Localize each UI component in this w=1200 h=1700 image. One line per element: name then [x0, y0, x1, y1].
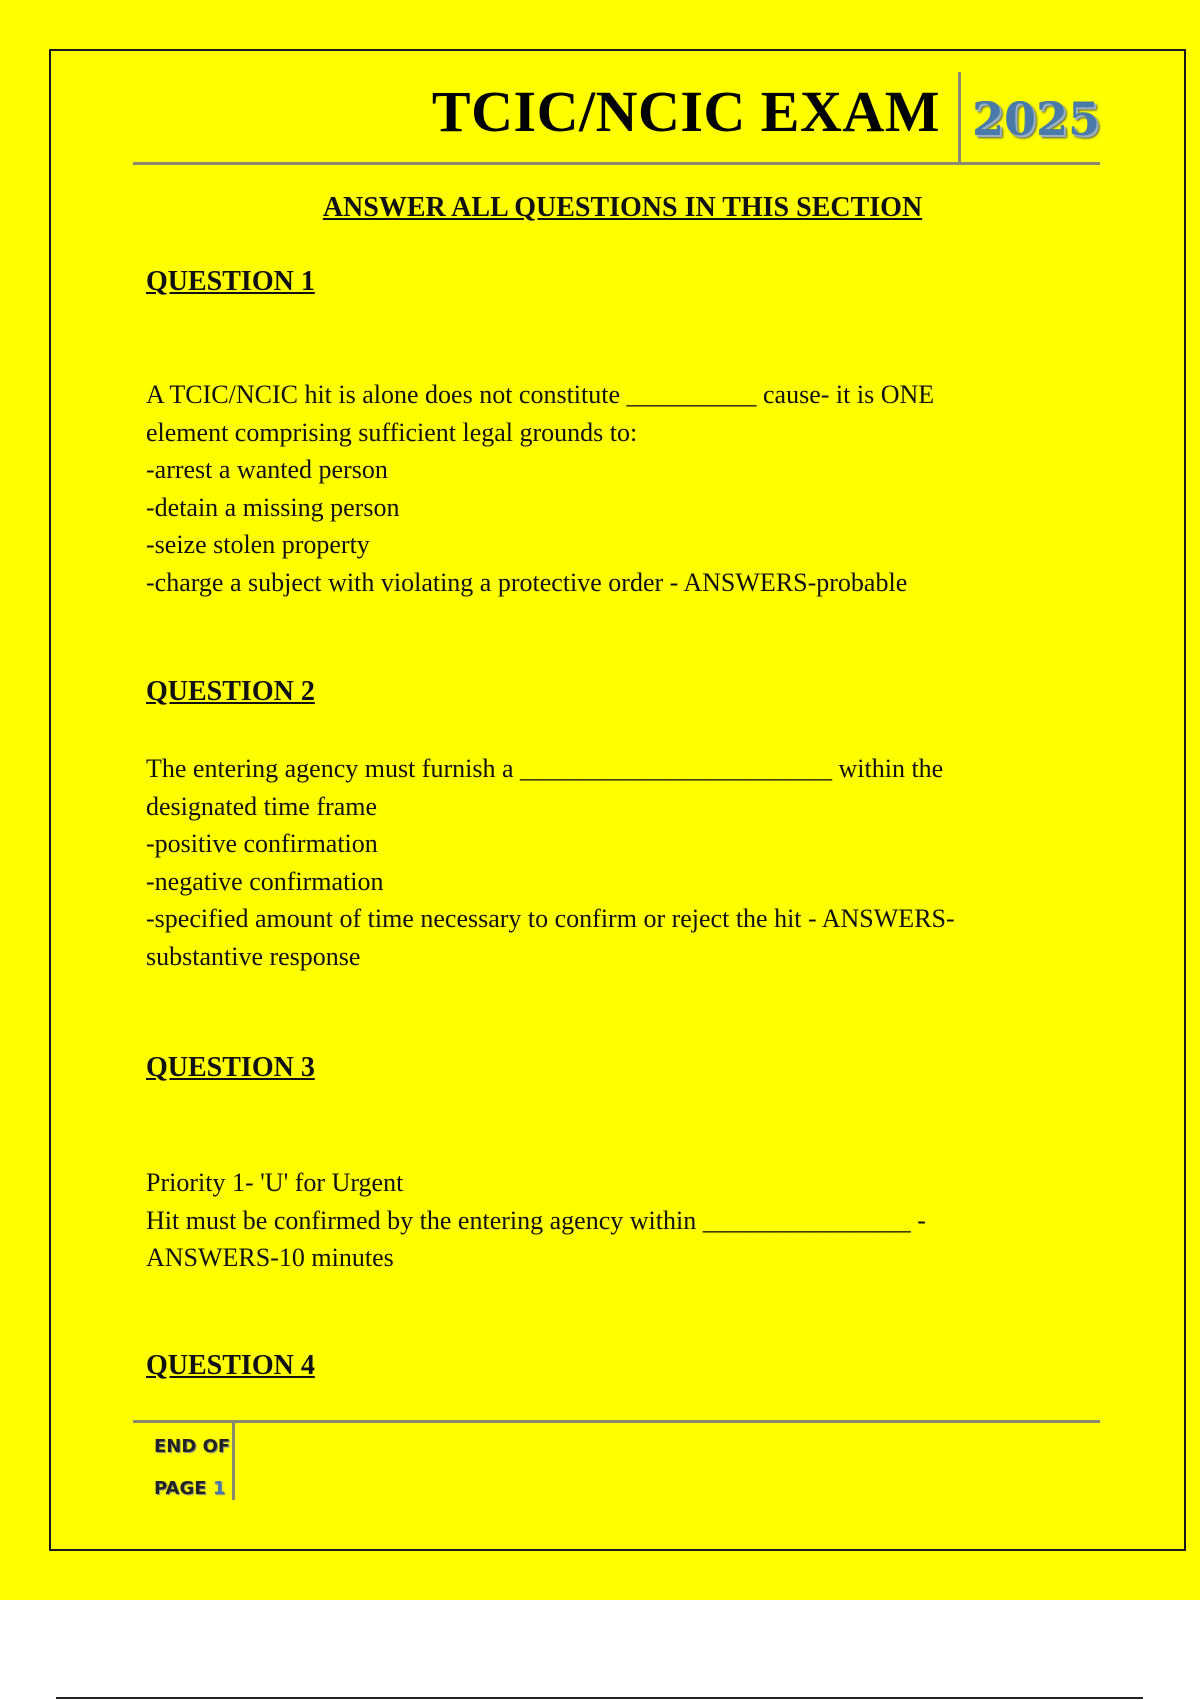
question-2-title: QUESTION 2: [146, 676, 315, 707]
question-3-body: [146, 1164, 1046, 1277]
bottom-rule: [56, 1697, 1143, 1699]
question-1-body: [146, 376, 1046, 601]
header-divider-vertical: [958, 72, 961, 164]
exam-title: TCIC/NCIC EXAM: [431, 79, 940, 144]
footer-page: [154, 1468, 230, 1510]
header-divider-horizontal: [133, 162, 1100, 165]
question-2-line: -positive confirmation: [146, 829, 378, 858]
question-2-line: substantive response: [146, 941, 361, 971]
question-3-line: ANSWERS-10 minutes: [146, 1243, 394, 1272]
question-3-line: Hit must be confirmed by the entering agency within ________________ -: [146, 1205, 926, 1235]
footer-divider-vertical: [232, 1422, 235, 1500]
section-heading: ANSWER ALL QUESTIONS IN THIS SECTION: [322, 192, 923, 223]
question-2-line: The entering agency must furnish a ________________________ within the: [146, 754, 944, 783]
question-3-line: Priority 1- 'U' for Urgent: [146, 1168, 404, 1197]
question-1-line: -detain a missing person: [146, 492, 400, 522]
question-1-line: element comprising sufficient legal grounds to:: [146, 417, 638, 447]
footer-divider-horizontal: [133, 1420, 1100, 1423]
question-1-line: -seize stolen property: [146, 530, 370, 559]
question-1-line: -charge a subject with violating a protective order - ANSWERS-probable: [146, 567, 908, 597]
question-2-body: [146, 750, 1046, 975]
question-2-line: -specified amount of time necessary to confirm or reject the hit - ANSWERS-: [146, 904, 955, 933]
question-2-line: -negative confirmation: [146, 866, 384, 896]
question-1-line: A TCIC/NCIC hit is alone does not constitute __________ cause- it is ONE: [146, 380, 935, 409]
question-1-line: -arrest a wanted person: [146, 455, 388, 484]
page-number: 1: [212, 1478, 226, 1499]
question-1-title: QUESTION 1: [146, 266, 315, 297]
page-footer: [154, 1426, 230, 1510]
footer-page-label: PAGE: [154, 1478, 207, 1499]
exam-year: 2025: [972, 92, 1101, 146]
question-3-title: QUESTION 3: [146, 1052, 315, 1083]
question-2-line: designated time frame: [146, 791, 378, 821]
question-4-title: QUESTION 4: [146, 1350, 315, 1381]
footer-end-of: END OF: [154, 1436, 231, 1457]
